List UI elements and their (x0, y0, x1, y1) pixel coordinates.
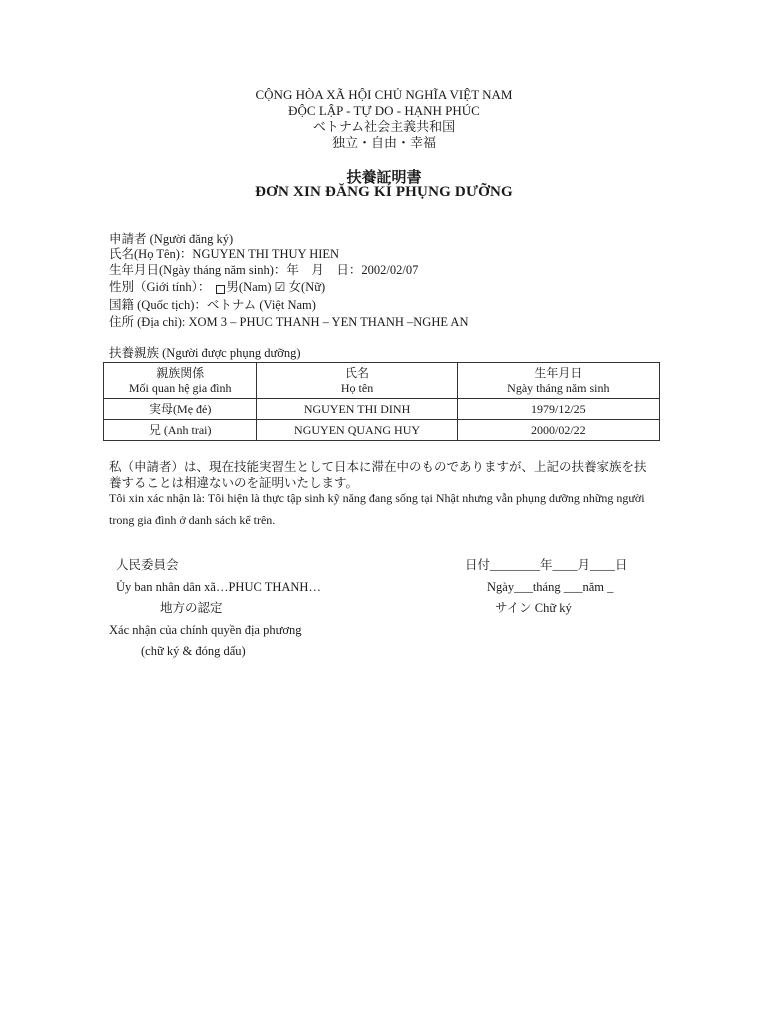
column-header-jp: 親族関係 (156, 365, 205, 380)
table-row (104, 399, 660, 420)
applicant-gender (109, 279, 325, 295)
cell-relation: 実母(Mẹ đẻ) (104, 399, 257, 420)
column-header-jp: 氏名 (345, 365, 370, 380)
applicant-name: 氏名(Họ Tên)：NGUYEN THI THUY HIEN (109, 247, 340, 261)
dependents-table (103, 362, 660, 441)
applicant-heading: 申請者 (Người đăng ký) (109, 232, 234, 246)
header-line-1: CỘNG HÒA XÃ HỘI CHỦ NGHĨA VIỆT NAM (255, 87, 513, 102)
column-header-vn: Mối quan hệ gia đình (128, 380, 232, 395)
column-header-relation (104, 363, 257, 399)
gender-female-checkbox[interactable]: ☑ (274, 280, 286, 294)
column-header-vn: Họ tên (340, 380, 374, 395)
signature-label: サイン Chữ ký (495, 601, 572, 615)
committee-japanese: 人民委員会 (116, 558, 179, 572)
cell-relation: 兄 (Anh trai) (104, 420, 257, 441)
dependents-heading: 扶養親族 (Người được phụng dưỡng) (109, 346, 301, 360)
title-japanese: 扶養証明書 (346, 170, 422, 186)
applicant-address: 住所 (Địa chỉ): XOM 3 – PHUC THANH – YEN THANH –NGHE AN (109, 315, 469, 329)
cell-dob: 2000/02/22 (457, 420, 659, 441)
date-japanese: 日付________年____月____日 (465, 558, 628, 572)
authority-note: (chữ ký & đóng dấu) (141, 644, 246, 658)
column-header-name (257, 363, 457, 399)
gender-male-checkbox[interactable] (216, 285, 225, 294)
cell-name: NGUYEN QUANG HUY (257, 420, 457, 441)
column-header-vn: Ngày tháng năm sinh (507, 380, 610, 395)
gender-label: 性別（Giới tính）： (109, 280, 211, 294)
applicant-nationality: 国籍 (Quốc tịch)：ベトナム (Việt Nam) (109, 298, 316, 312)
header-line-4: 独立・自由・幸福 (331, 135, 436, 150)
header-line-2: ĐỘC LẬP - TỰ DO - HẠNH PHÚC (288, 103, 480, 118)
statement-vietnamese: Tôi xin xác nhận là: Tôi hiện là thực tập sinh kỹ năng đang sống tại Nhật nhưng vẫn phụng dưỡng những người trong gia đình ở danh sách kể trên. (109, 491, 645, 527)
authority-japanese: 地方の認定 (160, 601, 223, 615)
cell-dob: 1979/12/25 (457, 399, 659, 420)
title-vietnamese: ĐƠN XIN ĐĂNG KÍ PHỤNG DƯỠNG (255, 184, 513, 200)
table-row (104, 420, 660, 441)
column-header-jp: 生年月日 (534, 365, 583, 380)
gender-male-label: 男(Nam) (226, 280, 272, 294)
cell-name: NGUYEN THI DINH (257, 399, 457, 420)
gender-female-label: 女(Nữ) (288, 280, 326, 294)
date-vietnamese: Ngày___tháng ___năm _ (487, 580, 614, 594)
column-header-dob (457, 363, 659, 399)
table-header-row (104, 363, 660, 399)
authority-vietnamese: Xác nhận của chính quyền địa phương (109, 623, 302, 637)
applicant-dob: 生年月日(Ngày tháng năm sinh)：年 月 日：2002/02/07 (109, 263, 419, 277)
header-line-3: ベトナム社会主義共和国 (312, 119, 456, 134)
committee-vietnamese: Ủy ban nhân dân xã…PHUC THANH… (116, 580, 321, 594)
statement-japanese: 私（申請者）は、現在技能実習生として日本に滞在中のものでありますが、上記の扶養家族を扶養することは相違ないのを証明いたします。 (109, 460, 647, 490)
